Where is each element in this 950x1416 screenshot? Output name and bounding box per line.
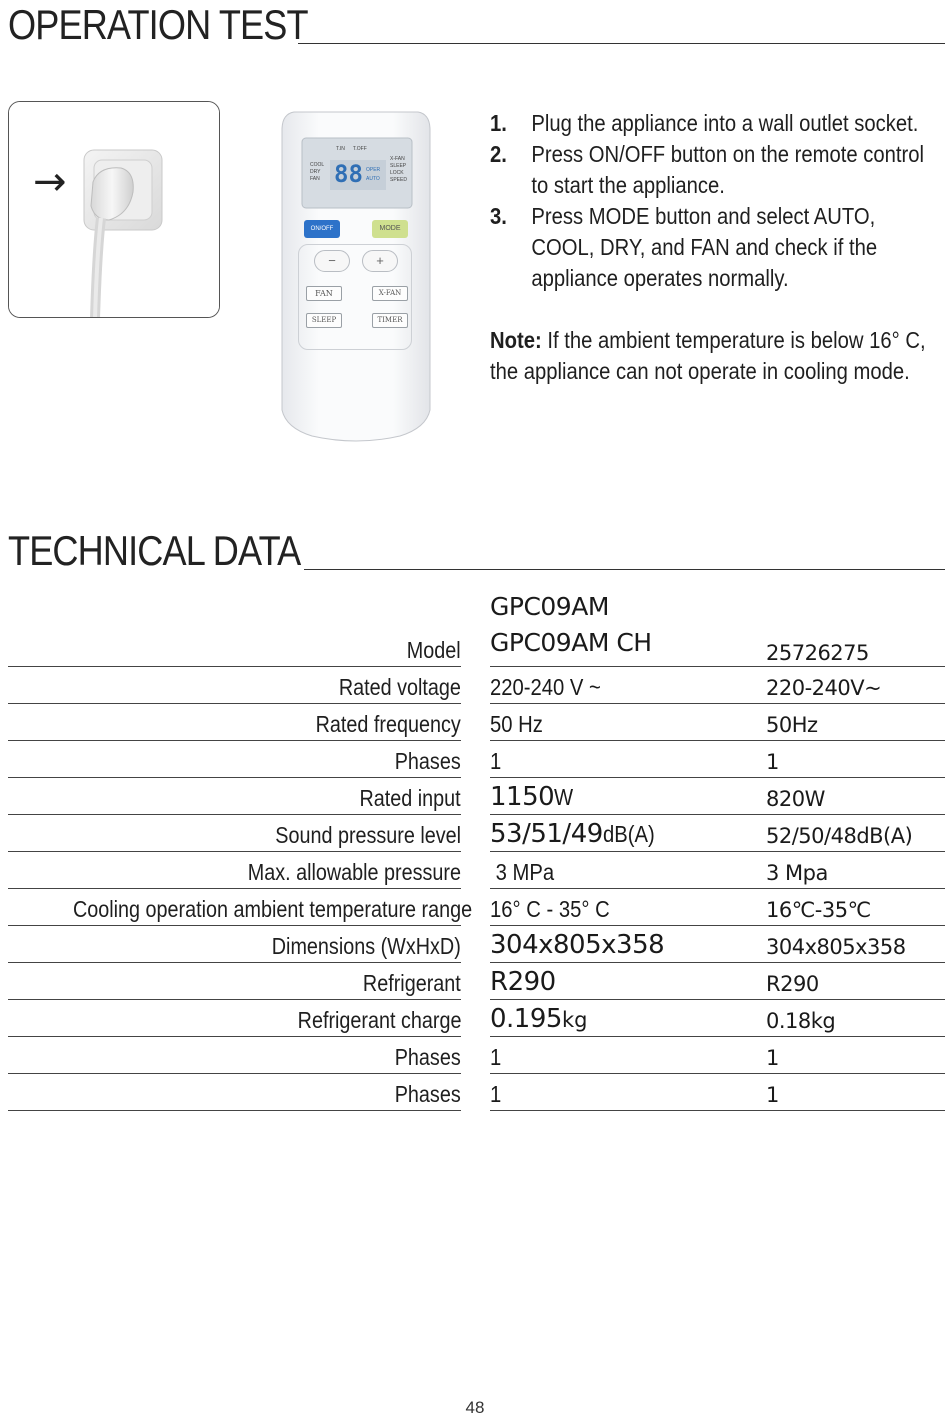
table-row-model [8, 592, 945, 667]
display-dry-label: DRY [310, 169, 321, 175]
arrow-right-icon: → [33, 159, 67, 205]
display-timer-labels [336, 146, 367, 152]
row-value-1: 1 [490, 748, 502, 774]
on-off-button[interactable]: ON/OFF [304, 220, 340, 238]
x-fan-button[interactable]: X-FAN [372, 286, 408, 301]
fan-button[interactable]: FAN [306, 286, 342, 301]
plus-button[interactable]: + [362, 250, 398, 272]
table-row [8, 926, 945, 963]
row-value-1: R290 [490, 967, 556, 997]
display-xfan-label: X-FAN [390, 156, 405, 162]
step-1 [490, 108, 937, 139]
row-value-1: 53/51/49dB(A) [490, 819, 655, 849]
row-value-1: 16° C - 35° C [490, 896, 610, 922]
model-value: GPC09AM CH [490, 628, 652, 657]
row-value-2: 50Hz [766, 713, 818, 737]
header-rule [304, 569, 945, 570]
display-lock-label: LOCK [390, 170, 404, 176]
row-value-1: 1 [490, 1044, 502, 1070]
row-value-2: 1 [766, 1046, 779, 1070]
display-fan-label: FAN [310, 176, 320, 182]
note-label: Note: [490, 327, 542, 353]
row-label: Phases [395, 1081, 461, 1107]
row-label: Sound pressure level [275, 822, 461, 848]
row-value-1: 304x805x358 [490, 930, 665, 960]
table-row [8, 815, 945, 852]
row-value-1: 3 MPa [490, 859, 555, 885]
row-label: Rated voltage [338, 674, 461, 700]
page-number: 48 [465, 1398, 485, 1416]
step-number: 2. [490, 141, 507, 167]
display-sleep-label: SLEEP [390, 163, 407, 169]
step-2 [490, 139, 937, 201]
display-cool-label: COOL [310, 162, 325, 168]
row-label: Cooling operation ambient temperature range [72, 896, 473, 922]
table-row [8, 852, 945, 889]
row-label: Rated frequency [315, 711, 461, 737]
table-row [8, 1000, 945, 1037]
display-mode-labels [366, 166, 380, 184]
table-row [8, 741, 945, 778]
row-value-2: 1 [766, 750, 779, 774]
row-label: Max. allowable pressure [247, 859, 461, 885]
note-paragraph [490, 325, 937, 387]
operation-steps [490, 108, 940, 387]
row-value-2: 304x805x358 [766, 935, 906, 959]
minus-button[interactable]: − [314, 250, 350, 272]
technical-data-table [8, 592, 945, 1111]
display-left-labels [310, 162, 324, 183]
step-text: Press ON/OFF button on the remote control to start the appliance. [531, 141, 924, 198]
row-value-2: R290 [766, 972, 819, 996]
display-oper-label: OPER [366, 167, 381, 173]
mode-button[interactable]: MODE [372, 220, 408, 238]
sleep-button[interactable]: SLEEP [306, 313, 342, 328]
note-text: If the ambient temperature is below 16° C, the appliance can not operate in cooling mode. [490, 327, 926, 384]
display-auto-label: AUTO [366, 176, 380, 182]
step-number: 3. [490, 203, 507, 229]
row-value-2: 52/50/48dB(A) [766, 824, 913, 848]
row-value-1: 1 [490, 1081, 502, 1107]
table-row [8, 704, 945, 741]
table-row [8, 1037, 945, 1074]
table-row [8, 667, 945, 704]
table-row [8, 889, 945, 926]
plug-illustration [8, 101, 220, 318]
row-label: Phases [395, 1044, 461, 1070]
header-rule [298, 43, 945, 44]
timer-button[interactable]: TIMER [372, 313, 408, 328]
row-value-1: 0.195kg [490, 1004, 588, 1034]
technical-data-header [8, 527, 945, 574]
step-text: Press MODE button and select AUTO, COOL, DRY, and FAN and check if the appliance operates normally. [531, 203, 878, 291]
row-value-2: 220-240V~ [766, 676, 882, 700]
display-speed-label: SPEED [390, 177, 407, 183]
row-value-1: 50 Hz [490, 711, 543, 737]
table-row [8, 778, 945, 815]
row-value-2: 16℃-35℃ [766, 898, 871, 922]
model-value: GPC09AM [490, 592, 609, 621]
row-label: Dimensions (WxHxD) [271, 933, 461, 959]
operation-test-title: OPERATION TEST [8, 1, 308, 48]
table-row [8, 1074, 945, 1111]
model-value-2: 25726275 [766, 641, 869, 665]
wall-socket-image [9, 102, 220, 318]
row-value-2: 0.18kg [766, 1009, 836, 1033]
row-label: Refrigerant charge [297, 1007, 461, 1033]
row-label: Refrigerant [363, 970, 461, 996]
remote-control-image [280, 110, 432, 447]
row-value-2: 820W [766, 787, 825, 811]
display-timer-off-label: T.OFF [352, 146, 367, 152]
row-value-1: 220-240 V ~ [490, 674, 601, 700]
table-row [8, 963, 945, 1000]
row-label: Model [407, 637, 461, 663]
row-value-1: 1150W [490, 782, 574, 812]
row-label: Rated input [359, 785, 461, 811]
row-value-2: 1 [766, 1083, 779, 1107]
row-value-2: 3 Mpa [766, 861, 828, 885]
display-right-labels [390, 156, 407, 184]
step-number: 1. [490, 110, 507, 136]
technical-data-title: TECHNICAL DATA [8, 527, 301, 574]
display-digits: 88 [334, 160, 363, 188]
step-3 [490, 201, 937, 294]
display-timer-on-label: T.IN [336, 146, 345, 152]
step-text: Plug the appliance into a wall outlet socket. [531, 110, 919, 136]
row-label: Phases [395, 748, 461, 774]
model-values [490, 589, 652, 661]
operation-test-header [8, 1, 945, 48]
